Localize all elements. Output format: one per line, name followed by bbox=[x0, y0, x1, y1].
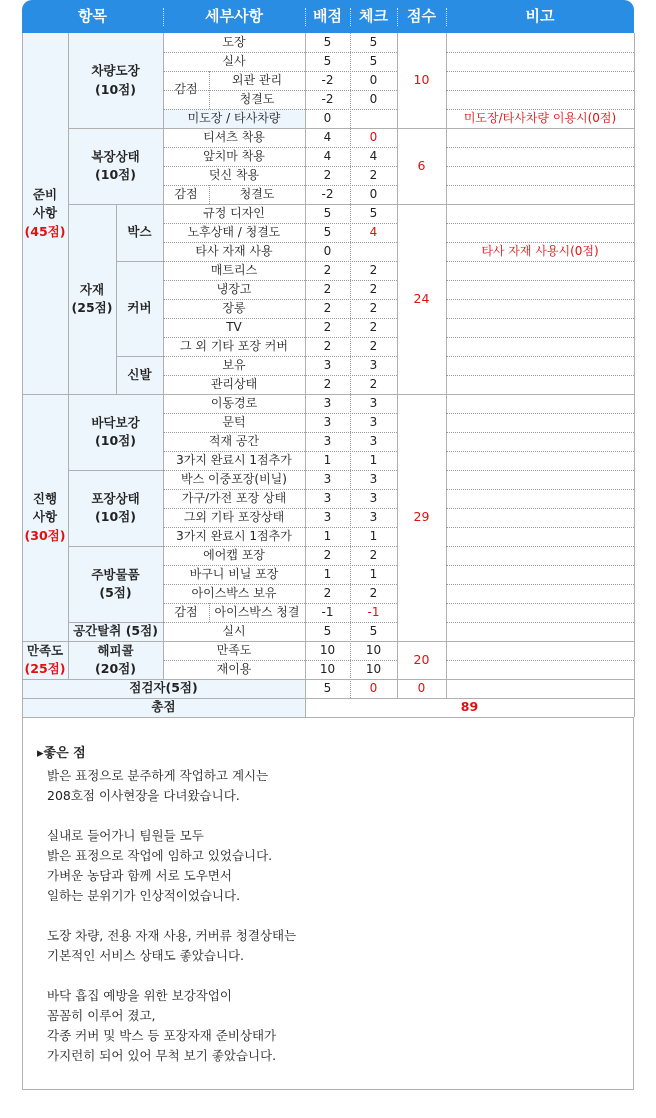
comment-line: 일하는 분위기가 인상적이었습니다. bbox=[47, 888, 241, 903]
alloc-cell: 5 bbox=[323, 53, 332, 68]
note-cell bbox=[446, 451, 634, 470]
note-cell bbox=[446, 432, 634, 451]
comment-line: 각종 커버 및 박스 등 포장자재 준비상태가 bbox=[47, 1028, 277, 1043]
header-score: 점수 bbox=[407, 7, 436, 25]
detail-cell: 덧신 착용 bbox=[208, 167, 260, 182]
alloc-cell: 5 bbox=[323, 205, 332, 220]
check-cell: 2 bbox=[369, 585, 378, 600]
check-cell: 5 bbox=[369, 623, 378, 638]
check-cell: 2 bbox=[369, 338, 378, 353]
comment-line: 꼼꼼히 이루어 졌고, bbox=[47, 1008, 156, 1023]
alloc-cell: -2 bbox=[321, 91, 334, 106]
check-cell: 1 bbox=[369, 452, 378, 467]
table-header bbox=[22, 0, 634, 33]
check-cell: 2 bbox=[369, 319, 378, 334]
check-cell: 3 bbox=[369, 471, 378, 486]
alloc-cell: 3 bbox=[323, 433, 332, 448]
progress-title: 진행 사항 bbox=[32, 491, 58, 525]
detail-cell: 관리상태 bbox=[210, 376, 258, 391]
detail-cell: 아이스박스 보유 bbox=[191, 585, 277, 600]
note-cell bbox=[446, 527, 634, 546]
note-cell bbox=[446, 204, 634, 223]
header-note: 비고 bbox=[525, 7, 555, 25]
note-cell: 미도장/타사차량 이용시(0점) bbox=[463, 110, 617, 125]
detail-cell: 이동경로 bbox=[210, 395, 258, 410]
prep-points: (45점) bbox=[24, 223, 66, 239]
check-cell: 3 bbox=[369, 357, 378, 372]
check-cell: 5 bbox=[369, 205, 378, 220]
check-cell: 4 bbox=[369, 224, 378, 239]
header-alloc: 배점 bbox=[313, 7, 342, 25]
note-cell bbox=[446, 546, 634, 565]
detail-cell: 노후상태 / 청결도 bbox=[187, 224, 281, 239]
alloc-cell: 3 bbox=[323, 509, 332, 524]
detail-cell: 그 외 기타 포장 커버 bbox=[180, 338, 288, 353]
note-cell bbox=[446, 52, 634, 71]
note-cell bbox=[446, 128, 634, 147]
check-cell: 1 bbox=[369, 528, 378, 543]
detail-cell: 보유 bbox=[222, 357, 246, 372]
check-cell: 0 bbox=[369, 680, 378, 695]
detail-cell: 적재 공간 bbox=[208, 433, 260, 448]
alloc-cell: 2 bbox=[323, 319, 332, 334]
score-cell: 0 bbox=[417, 680, 426, 695]
comment-line bbox=[47, 906, 296, 926]
check-cell: 3 bbox=[369, 433, 378, 448]
satisfaction-points: (25점) bbox=[24, 661, 66, 676]
check-cell: 4 bbox=[369, 148, 378, 163]
progress-score: 29 bbox=[413, 509, 430, 525]
check-cell: 1 bbox=[369, 566, 378, 581]
alloc-cell: 2 bbox=[323, 262, 332, 277]
note-cell: 타사 자재 사용시(0점) bbox=[481, 243, 599, 258]
alloc-cell: -2 bbox=[321, 72, 334, 87]
detail-cell: 규정 디자인 bbox=[203, 205, 265, 220]
alloc-cell: 3 bbox=[323, 414, 332, 429]
detail-cell: 청결도 bbox=[239, 186, 275, 201]
comment-line: 가지런히 되어 있어 무척 보기 좋았습니다. bbox=[47, 1048, 277, 1063]
alloc-cell: 3 bbox=[323, 471, 332, 486]
check-cell: 0 bbox=[369, 186, 378, 201]
comment-line: 실내로 들어가니 팀원들 모두 bbox=[47, 828, 204, 843]
note-cell bbox=[446, 660, 634, 679]
alloc-cell: 2 bbox=[323, 338, 332, 353]
comment-line: 밝은 표정으로 작업에 임하고 있었습니다. bbox=[47, 848, 273, 863]
check-cell: 10 bbox=[365, 661, 382, 676]
alloc-cell: 4 bbox=[323, 148, 332, 163]
header-item: 항목 bbox=[78, 7, 107, 25]
alloc-cell: 2 bbox=[323, 167, 332, 182]
alloc-cell: -2 bbox=[321, 186, 334, 201]
alloc-cell: 5 bbox=[323, 680, 332, 695]
satisfaction-score: 20 bbox=[413, 651, 430, 667]
space-label: 공간탈취 (5점) bbox=[73, 623, 158, 639]
note-cell bbox=[446, 356, 634, 375]
material-label: 자재 (25점) bbox=[71, 281, 113, 315]
comment-line: 기본적인 서비스 상태도 좋았습니다. bbox=[47, 948, 245, 963]
note-cell bbox=[446, 394, 634, 413]
check-cell: 2 bbox=[369, 281, 378, 296]
note-cell bbox=[446, 603, 634, 622]
evaluation-table bbox=[22, 33, 634, 718]
alloc-cell: 2 bbox=[323, 281, 332, 296]
comment-line bbox=[47, 806, 296, 826]
detail-cell: 에어캡 포장 bbox=[203, 547, 265, 562]
note-cell bbox=[446, 261, 634, 280]
alloc-cell: 1 bbox=[323, 528, 332, 543]
alloc-cell: 10 bbox=[319, 661, 336, 676]
comment-line: 바닥 흡집 예방을 위한 보강작업이 bbox=[47, 988, 232, 1003]
header-detail: 세부사항 bbox=[205, 7, 263, 25]
check-cell bbox=[350, 242, 397, 261]
check-cell: 3 bbox=[369, 490, 378, 505]
detail-cell: 앞치마 착용 bbox=[203, 148, 265, 163]
check-cell: 3 bbox=[369, 414, 378, 429]
progress-points: (30점) bbox=[24, 527, 66, 543]
check-cell: 2 bbox=[369, 547, 378, 562]
comment-body bbox=[47, 766, 296, 1066]
check-cell bbox=[350, 109, 397, 128]
detail-cell: 바구니 비닐 포장 bbox=[189, 566, 279, 581]
alloc-cell: 5 bbox=[323, 623, 332, 638]
detail-cell: 냉장고 bbox=[216, 281, 252, 296]
detail-cell: 문턱 bbox=[222, 414, 246, 429]
kitchen-label: 주방물품 (5점) bbox=[91, 566, 140, 600]
alloc-cell: 2 bbox=[323, 376, 332, 391]
alloc-cell: 0 bbox=[323, 243, 332, 258]
alloc-cell: 5 bbox=[323, 224, 332, 239]
vehicle-label: 차량도장 (10점) bbox=[91, 63, 140, 97]
detail-cell: 실사 bbox=[222, 53, 246, 68]
check-cell: 0 bbox=[369, 91, 378, 106]
material-score: 24 bbox=[413, 290, 430, 306]
alloc-cell: 2 bbox=[323, 300, 332, 315]
note-cell bbox=[446, 565, 634, 584]
detail-cell: 미도장 / 타사차량 bbox=[187, 110, 281, 125]
note-cell bbox=[446, 337, 634, 356]
alloc-cell: 4 bbox=[323, 129, 332, 144]
prep-title: 준비 사항 bbox=[32, 187, 58, 221]
comment-line bbox=[47, 966, 296, 986]
detail-cell: 장롱 bbox=[222, 300, 246, 315]
check-cell: 2 bbox=[369, 300, 378, 315]
alloc-cell: 5 bbox=[323, 34, 332, 49]
detail-cell: 티셔츠 착용 bbox=[203, 129, 265, 144]
total-label: 총점 bbox=[151, 699, 176, 715]
alloc-cell: 1 bbox=[323, 452, 332, 467]
check-cell: 10 bbox=[365, 642, 382, 657]
alloc-cell: 3 bbox=[323, 395, 332, 410]
detail-cell: 그외 기타 포장상태 bbox=[183, 509, 285, 524]
satisfaction-label bbox=[22, 641, 68, 679]
check-cell: 2 bbox=[369, 167, 378, 182]
progress-label bbox=[22, 394, 68, 641]
note-cell bbox=[446, 413, 634, 432]
detail-cell: 재이용 bbox=[216, 661, 252, 676]
note-cell bbox=[446, 470, 634, 489]
check-cell: 5 bbox=[369, 53, 378, 68]
alloc-cell: 2 bbox=[323, 547, 332, 562]
satisfaction-title: 만족도 bbox=[26, 642, 64, 658]
note-cell bbox=[446, 166, 634, 185]
detail-cell: 3가지 완료시 1점추가 bbox=[176, 452, 292, 467]
happycall-label: 해피콜 (20점) bbox=[95, 642, 136, 676]
note-cell bbox=[446, 90, 634, 109]
detail-cell: 3가지 완료시 1점추가 bbox=[176, 528, 292, 543]
detail-cell: 매트리스 bbox=[210, 262, 258, 277]
check-cell: 3 bbox=[369, 509, 378, 524]
deduct-label: 감점 bbox=[174, 604, 198, 619]
detail-cell: 청결도 bbox=[239, 91, 275, 106]
detail-cell: 박스 이중포장(비닐) bbox=[181, 471, 287, 486]
note-cell bbox=[446, 508, 634, 527]
note-cell bbox=[446, 71, 634, 90]
check-cell: 0 bbox=[369, 129, 378, 144]
note-cell bbox=[446, 299, 634, 318]
check-cell: 3 bbox=[369, 395, 378, 410]
note-cell bbox=[446, 584, 634, 603]
check-cell: 5 bbox=[369, 34, 378, 49]
uniform-label: 복장상태 (10점) bbox=[91, 148, 140, 182]
note-cell bbox=[446, 375, 634, 394]
note-cell bbox=[446, 147, 634, 166]
check-cell: -1 bbox=[367, 604, 380, 619]
note-cell bbox=[446, 641, 634, 660]
deduct-label: 감점 bbox=[174, 186, 198, 201]
comment-line: 가벼운 농담과 함께 서로 도우면서 bbox=[47, 868, 232, 883]
box-label: 박스 bbox=[127, 224, 152, 240]
detail-cell: 만족도 bbox=[216, 642, 252, 657]
note-cell bbox=[446, 318, 634, 337]
inspector-label: 점검자(5점) bbox=[129, 680, 198, 696]
detail-cell: TV bbox=[226, 319, 242, 334]
total-value: 89 bbox=[460, 699, 479, 715]
comment-line: 밝은 표정으로 분주하게 작업하고 계시는 bbox=[47, 768, 269, 783]
check-cell: 2 bbox=[369, 262, 378, 277]
detail-cell: 가구/가전 포장 상태 bbox=[181, 490, 287, 505]
detail-cell: 타사 자재 사용 bbox=[195, 243, 273, 258]
detail-cell: 아이스박스 청결 bbox=[214, 604, 300, 619]
cover-label: 커버 bbox=[127, 300, 152, 316]
check-cell: 0 bbox=[369, 72, 378, 87]
comment-title: ▸좋은 점 bbox=[37, 746, 86, 761]
alloc-cell: 2 bbox=[323, 585, 332, 600]
alloc-cell: 10 bbox=[319, 642, 336, 657]
header-check: 체크 bbox=[359, 7, 388, 25]
shoe-label: 신발 bbox=[127, 366, 152, 382]
note-cell bbox=[446, 280, 634, 299]
note-cell bbox=[446, 489, 634, 508]
alloc-cell: 3 bbox=[323, 490, 332, 505]
comment-line: 208호점 이사현장을 다녀왔습니다. bbox=[47, 788, 240, 803]
deduct-label: 감점 bbox=[174, 82, 198, 97]
comment-section bbox=[22, 718, 634, 1090]
alloc-cell: 3 bbox=[323, 357, 332, 372]
note-cell bbox=[446, 185, 634, 204]
vehicle-score: 10 bbox=[413, 72, 430, 88]
detail-cell: 도장 bbox=[222, 34, 246, 49]
packing-label: 포장상태 (10점) bbox=[91, 490, 140, 524]
detail-cell: 실시 bbox=[222, 623, 246, 638]
note-cell bbox=[446, 33, 634, 52]
floor-label: 바닥보강 (10점) bbox=[91, 414, 140, 448]
note-cell bbox=[446, 223, 634, 242]
alloc-cell: -1 bbox=[321, 604, 334, 619]
uniform-score: 6 bbox=[417, 157, 426, 173]
check-cell: 2 bbox=[369, 376, 378, 391]
alloc-cell: 1 bbox=[323, 566, 332, 581]
alloc-cell: 0 bbox=[323, 110, 332, 125]
detail-cell: 외관 관리 bbox=[231, 72, 283, 87]
prep-label bbox=[22, 33, 68, 394]
comment-line: 도장 차량, 전용 자재 사용, 커버류 청결상태는 bbox=[47, 928, 297, 943]
